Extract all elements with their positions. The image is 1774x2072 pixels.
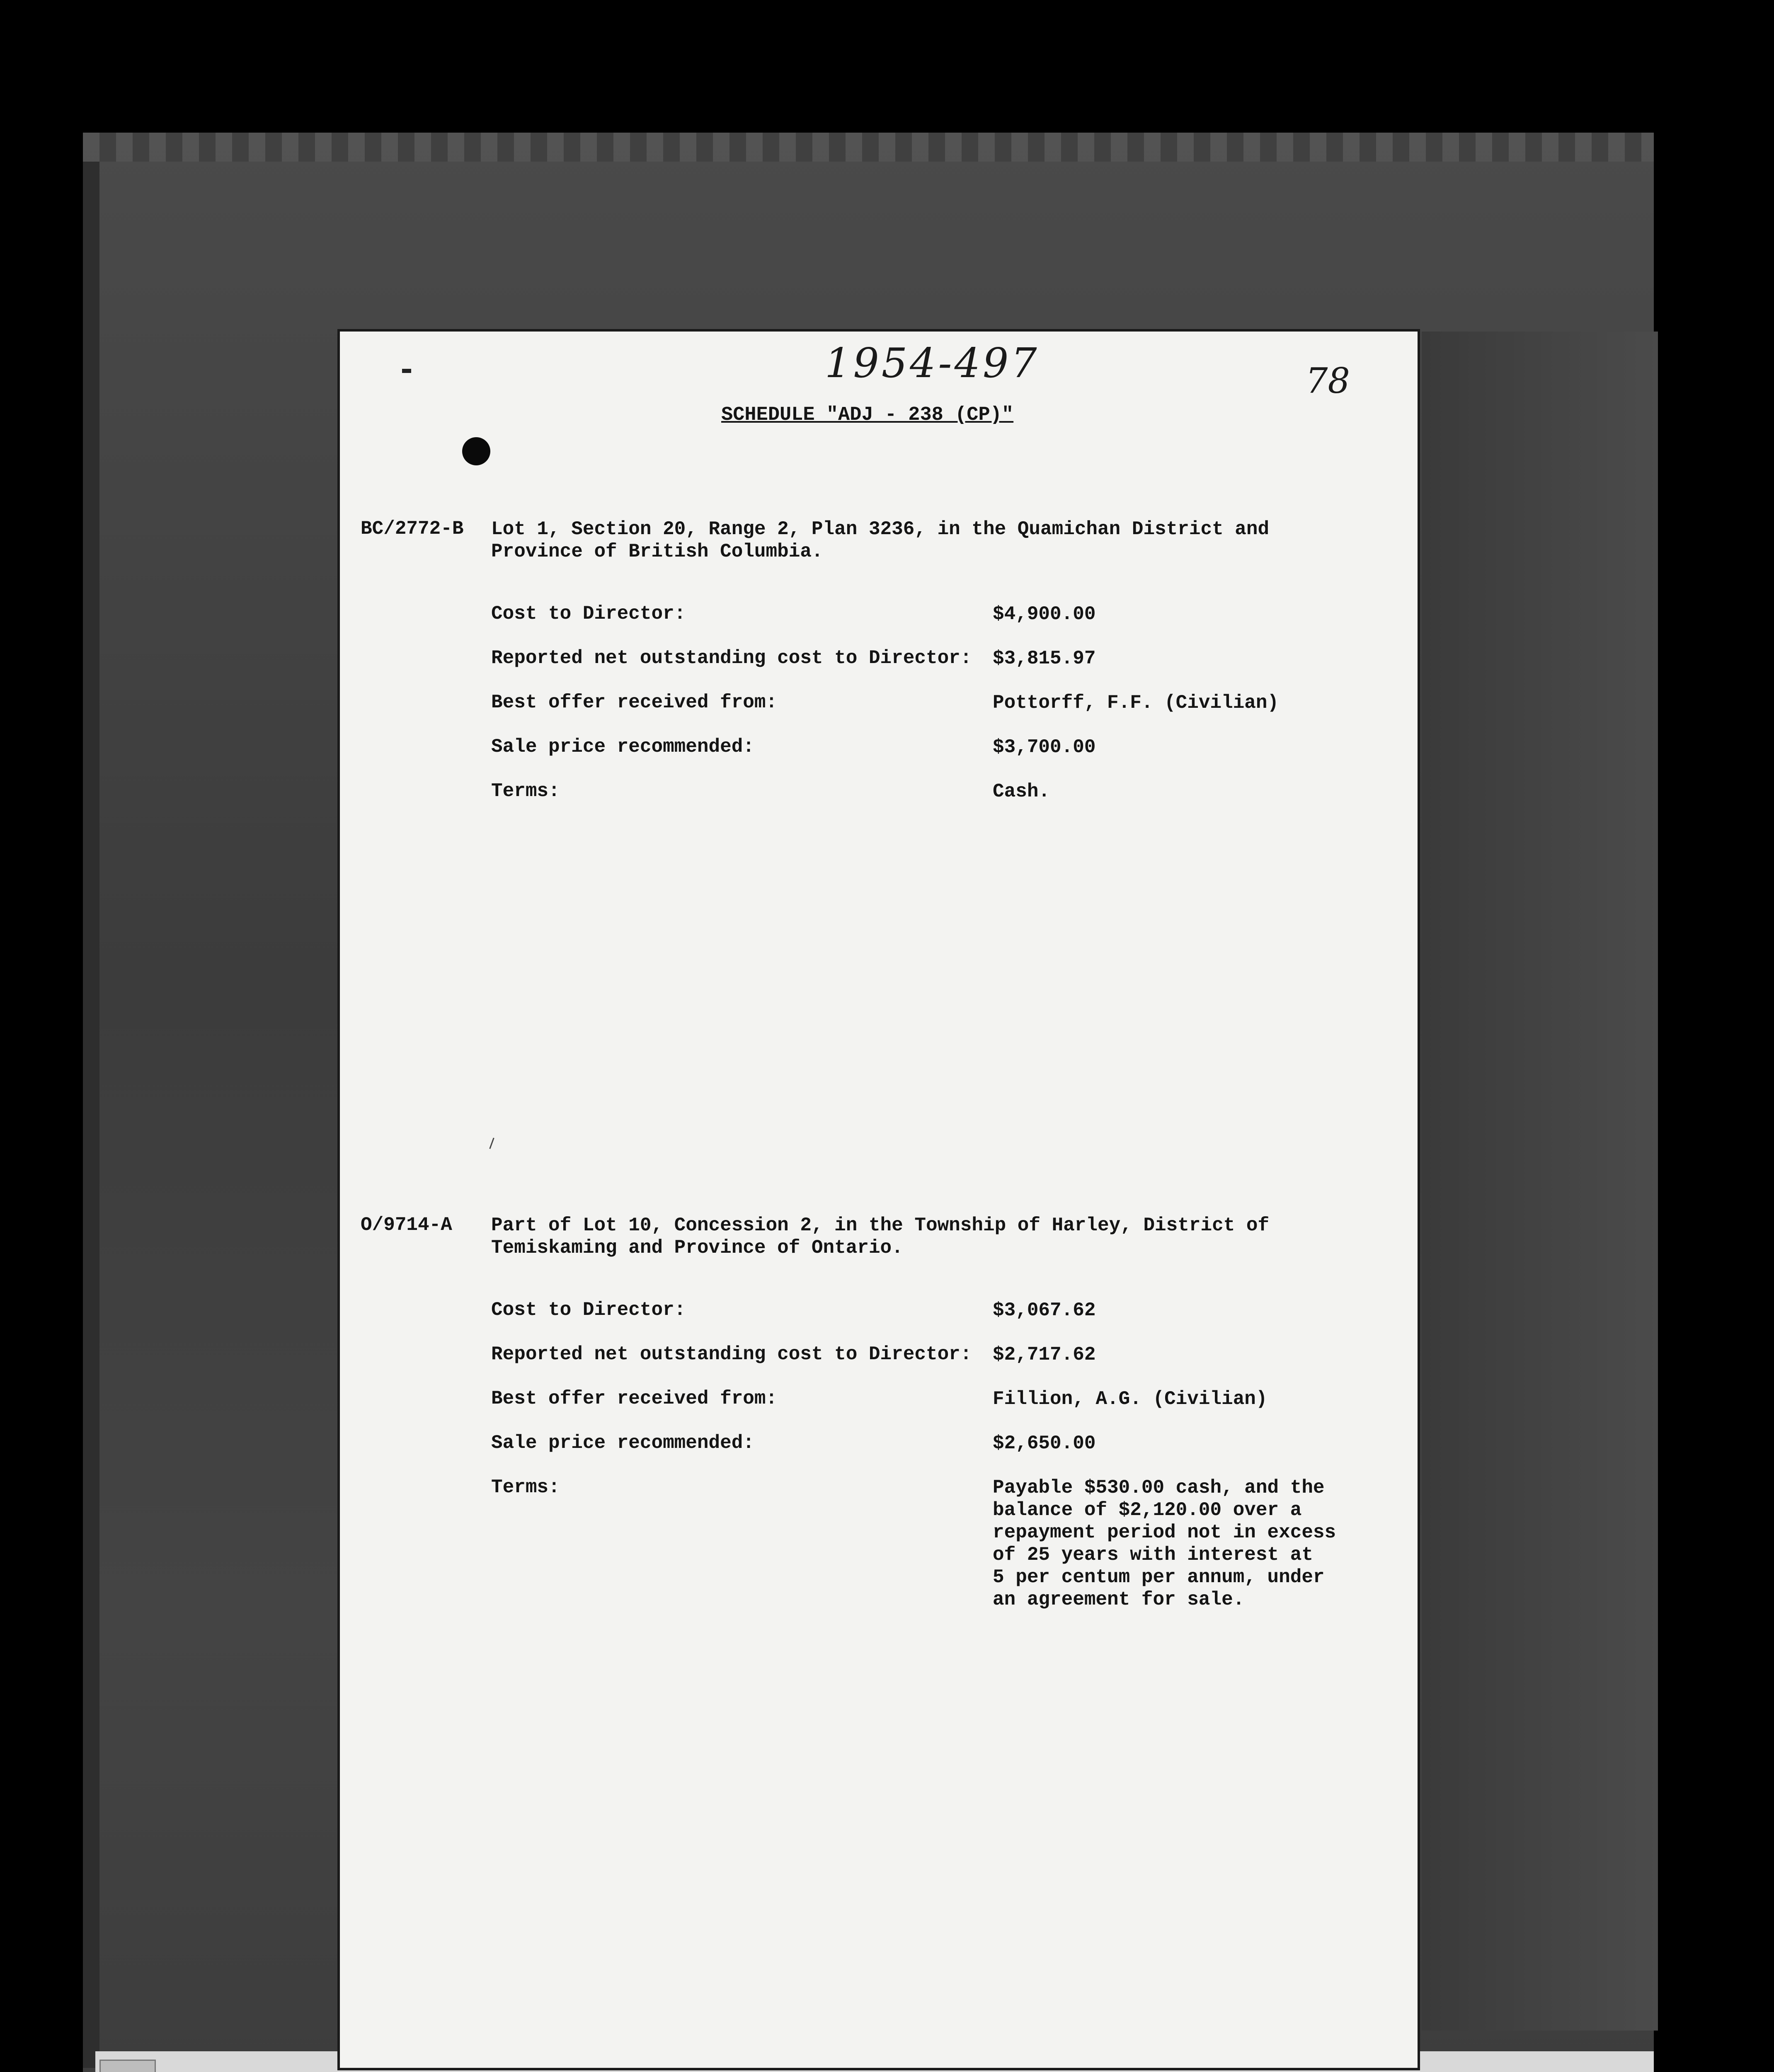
- terms-line: an agreement for sale.: [993, 1589, 1245, 1610]
- terms-label: Terms:: [491, 1477, 560, 1498]
- terms-value: Cash.: [993, 781, 1050, 802]
- net-cost-value: $2,717.62: [993, 1344, 1096, 1365]
- terms-line: repayment period not in excess: [993, 1522, 1336, 1543]
- sale-price-value: $2,650.00: [993, 1433, 1096, 1454]
- paper-clip: [99, 2060, 156, 2072]
- offer-label: Best offer received from:: [491, 692, 778, 713]
- terms-label: Terms:: [491, 780, 560, 802]
- document-sheet: [340, 332, 1418, 2068]
- board-left-edge: [83, 162, 99, 2068]
- sale-price-label: Sale price recommended:: [491, 736, 754, 758]
- board-top-strip: [83, 133, 1654, 162]
- description-line: Temiskaming and Province of Ontario.: [491, 1237, 903, 1259]
- cost-value: $3,067.62: [993, 1300, 1096, 1321]
- cost-label: Cost to Director:: [491, 1299, 686, 1321]
- terms-line: of 25 years with interest at: [993, 1544, 1313, 1566]
- handwritten-page-number: 78: [1306, 361, 1350, 401]
- terms-value: [993, 1477, 1336, 1611]
- description-line: Lot 1, Section 20, Range 2, Plan 3236, in the Quamichan District and: [491, 518, 1270, 540]
- schedule-title: SCHEDULE "ADJ - 238 (CP)": [721, 404, 1014, 426]
- net-cost-label: Reported net outstanding cost to Director:: [491, 647, 972, 669]
- offer-value: Pottorff, F.F. (Civilian): [993, 692, 1279, 714]
- net-cost-label: Reported net outstanding cost to Director:: [491, 1343, 972, 1365]
- cost-value: $4,900.00: [993, 603, 1096, 625]
- handwritten-ref-number: 1954-497: [825, 340, 1040, 387]
- sale-price-value: $3,700.00: [993, 736, 1096, 758]
- offer-label: Best offer received from:: [491, 1388, 778, 1409]
- file-number: O/9714-A: [361, 1214, 452, 1236]
- net-cost-value: $3,815.97: [993, 648, 1096, 669]
- terms-line: balance of $2,120.00 over a: [993, 1499, 1302, 1521]
- property-description: [491, 518, 1279, 563]
- board-right-mount: [1422, 332, 1658, 2031]
- terms-line: 5 per centum per annum, under: [993, 1566, 1325, 1588]
- punch-hole: [462, 437, 490, 465]
- offer-value: Fillion, A.G. (Civilian): [993, 1388, 1267, 1410]
- file-number: BC/2772-B: [361, 518, 464, 540]
- sale-price-label: Sale price recommended:: [491, 1432, 754, 1454]
- cost-label: Cost to Director:: [491, 603, 686, 625]
- dash-mark: [402, 369, 411, 373]
- stray-pen-mark: [489, 1138, 494, 1149]
- terms-line: Payable $530.00 cash, and the: [993, 1477, 1325, 1498]
- description-line: Part of Lot 10, Concession 2, in the Township of Harley, District of: [491, 1215, 1270, 1236]
- description-line: Province of British Columbia.: [491, 541, 823, 562]
- property-description: [491, 1214, 1279, 1259]
